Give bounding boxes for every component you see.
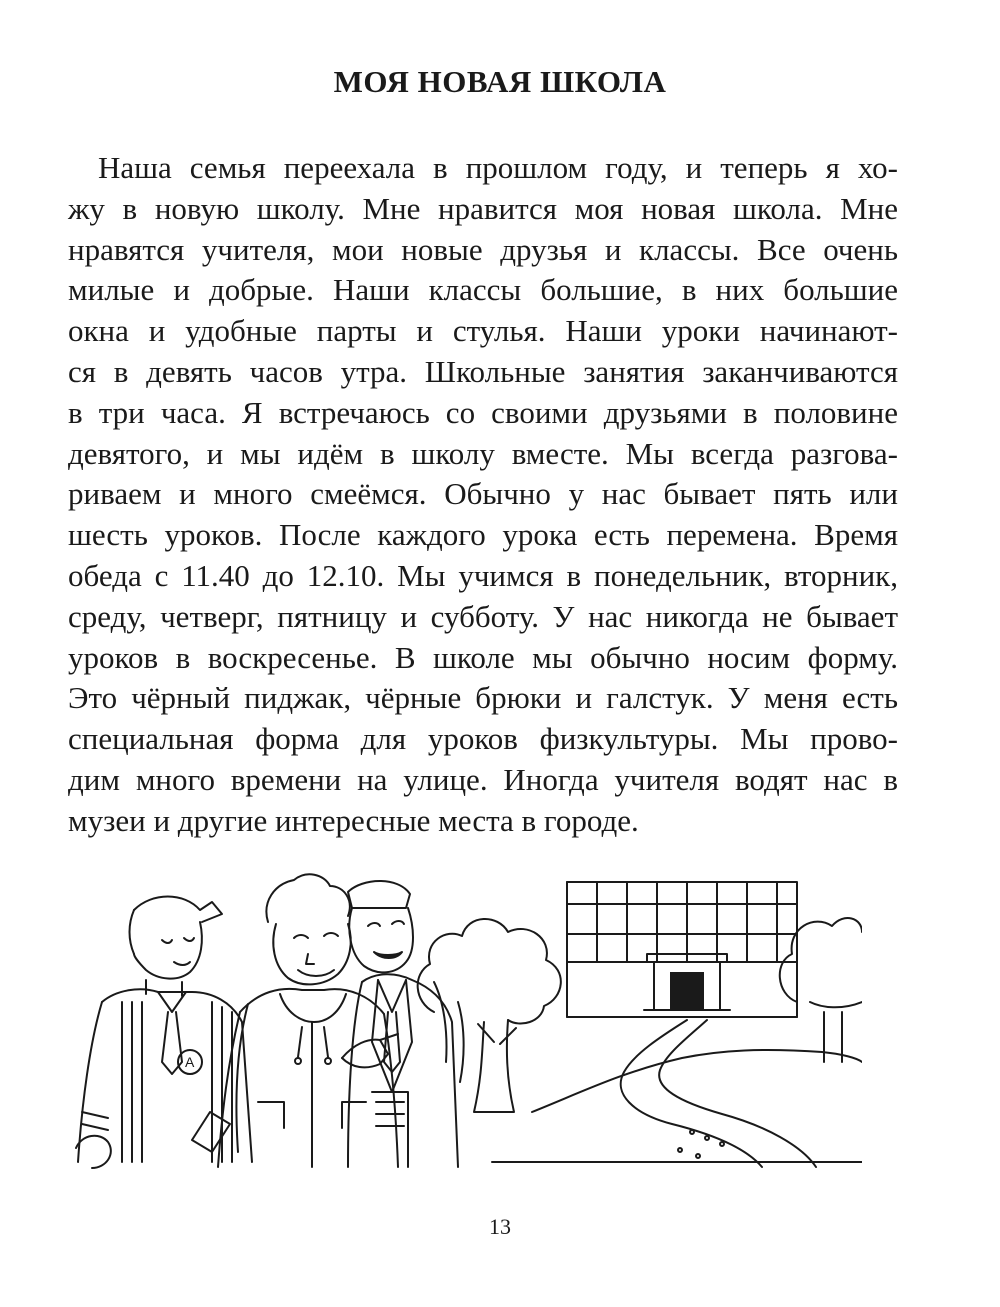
text-line: девятого, и мы идём в школу вместе. Мы всегда разгова- bbox=[68, 435, 898, 471]
lawn bbox=[492, 1050, 862, 1162]
text-line: дим много времени на улице. Иногда учителя водят нас в bbox=[68, 761, 898, 797]
text-line: среду, четверг, пятницу и субботу. У нас никогда не бывает bbox=[68, 598, 898, 634]
school-students-illustration bbox=[62, 862, 862, 1172]
page-number: 13 bbox=[489, 1214, 511, 1239]
school-building bbox=[567, 882, 797, 1017]
jacket-badge-letter: A bbox=[185, 1054, 195, 1070]
student-cap bbox=[76, 897, 252, 1169]
text-line: в три часа. Я встречаюсь со своими друзьями в половине bbox=[68, 394, 898, 430]
text-line: жу в новую школу. Мне нравится моя новая школа. Мне bbox=[68, 190, 898, 226]
text-line: нравятся учителя, мои новые друзья и классы. Все очень bbox=[68, 231, 898, 267]
text-line: специальная форма для уроков физкультуры. Мы прово- bbox=[68, 721, 898, 757]
text-line: окна и удобные парты и стулья. Наши уроки начинают- bbox=[68, 313, 898, 349]
tree-left bbox=[418, 919, 561, 1112]
text-line: уроков в воскресенье. В школе мы обычно носим форму. bbox=[68, 639, 898, 675]
winding-path bbox=[621, 1020, 816, 1167]
text-line: риваем и много смеёмся. Обычно у нас бывает пять или bbox=[68, 476, 898, 512]
text-line: милые и добрые. Наши классы большие, в них большие bbox=[68, 272, 898, 308]
text-line: Это чёрный пиджак, чёрные брюки и галстук. У меня есть bbox=[68, 680, 898, 716]
student-blazer bbox=[342, 881, 464, 1167]
body-text bbox=[68, 148, 898, 842]
tree-right bbox=[780, 918, 862, 1062]
text-line: ся в девять часов утра. Школьные занятия заканчиваются bbox=[68, 353, 898, 389]
text-line: обеда с 11.40 до 12.10. Мы учимся в понедельник, вторник, bbox=[68, 557, 898, 593]
page-title: МОЯ НОВАЯ ШКОЛА bbox=[333, 64, 667, 99]
text-line: музеи и другие интересные места в городе. bbox=[68, 802, 639, 838]
text-line: шесть уроков. После каждого урока есть перемена. Время bbox=[68, 517, 898, 553]
text-line: Наша семья переехала в прошлом году, и теперь я хо- bbox=[98, 150, 898, 185]
